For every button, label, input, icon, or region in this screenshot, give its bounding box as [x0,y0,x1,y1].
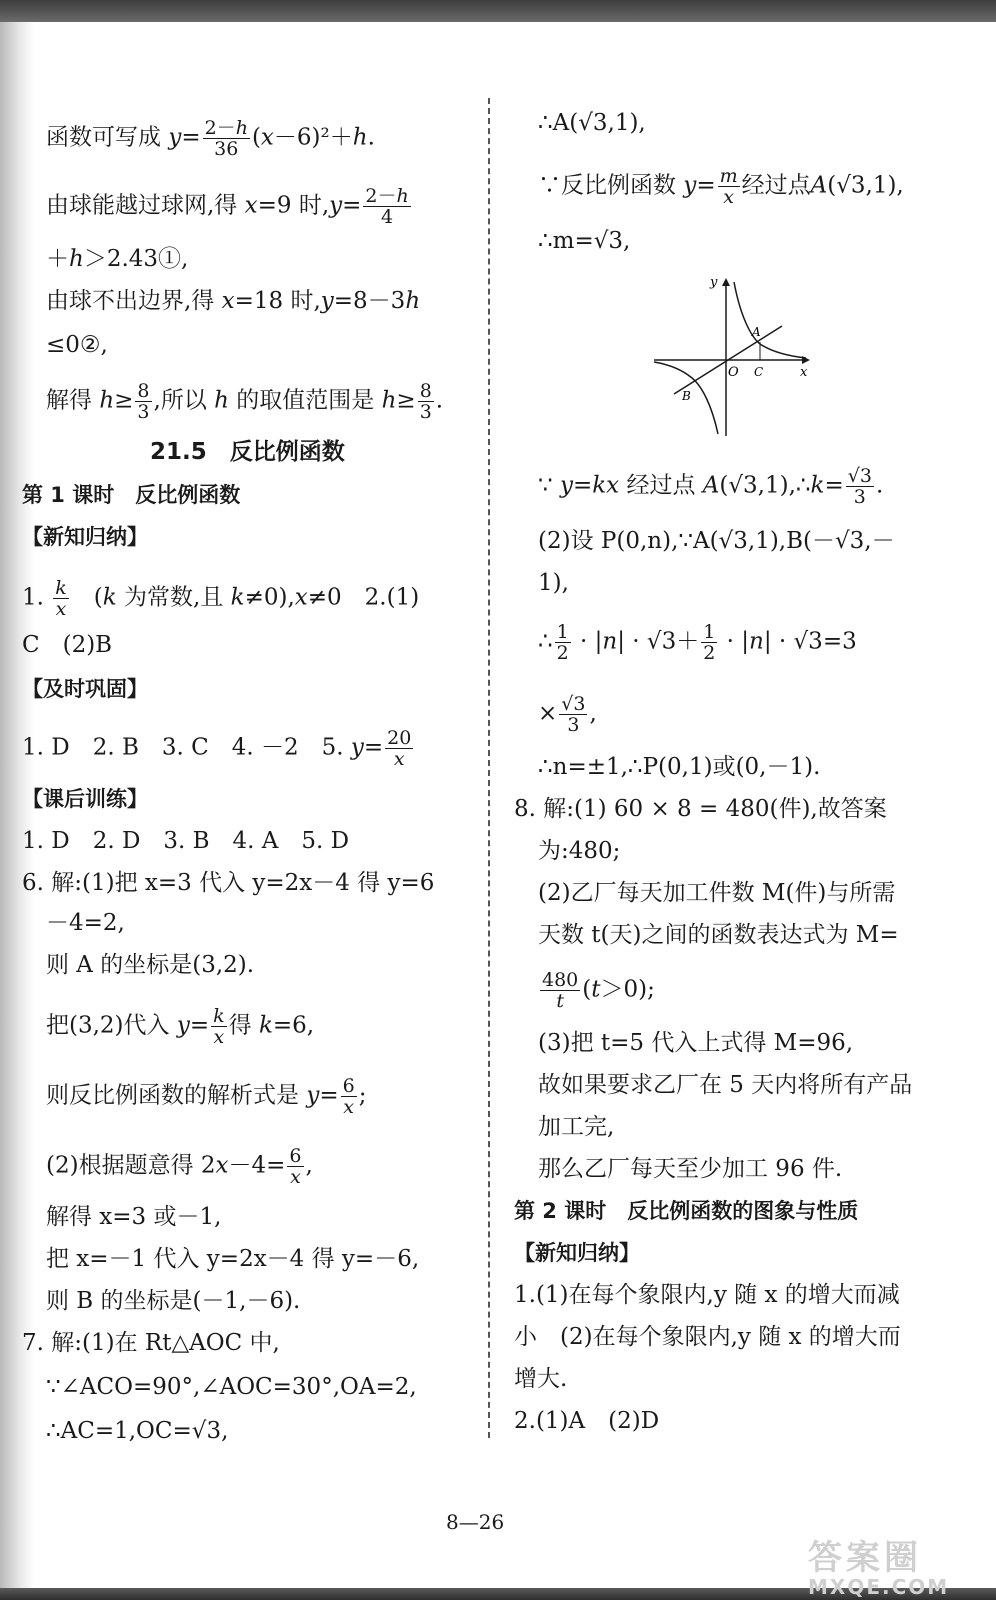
fraction: $\frac{8}{3}$ [419,380,432,423]
fraction: $\frac{20}{x}$ [387,727,412,770]
text-line: ∴n=±1,∴P(0,1)或(0,－1). [538,754,821,780]
text-line: 天数 t(天)之间的函数表达式为 M= [538,922,899,948]
point-c-label: C [754,365,764,379]
text-line: 由球能越过球网,得 x=9 时,y= $\frac{2-h}{4}$ [46,185,409,228]
lesson-title: 第 2 课时 反比例函数的图象与性质 [514,1199,859,1223]
text-line: 1. D 2. D 3. B 4. A 5. D [22,828,350,854]
text-line: 把(3,2)代入 y= $\frac{k}{x}$ 得 k=6, [46,1005,315,1048]
fraction: $\frac{√3}{3}$ [847,465,872,508]
text-line: ∴AC=1,OC=√3, [46,1418,229,1444]
text-line: 故如果要求乙厂在 5 天内将所有产品 [538,1072,913,1098]
text-line: 1.(1)在每个象限内,y 随 x 的增大而减 [514,1282,900,1308]
watermark [808,1530,949,1599]
fraction: $\frac{1}{2}$ [556,621,569,664]
section-title: 21.5 反比例函数 [150,439,345,465]
fraction: $\frac{480}{t}$ [542,969,579,1012]
text-line: ∵∠ACO=90°,∠AOC=30°,OA=2, [46,1374,417,1400]
text-line: 7. 解:(1)在 Rt△AOC 中, [22,1330,280,1356]
text-line: (2)乙厂每天加工件数 M(件)与所需 [538,880,896,906]
fraction: $\frac{1}{2}$ [703,621,716,664]
watermark-url: MXQE.COM [808,1575,950,1599]
text-line: (2)根据题意得 2x－4= $\frac{6}{x}$ , [46,1145,313,1188]
fraction: $\frac{k}{x}$ [55,577,67,620]
subsection-heading: 【课后训练】 [22,787,148,811]
text-line: 由球不出边界,得 x=18 时,y=8－3h [46,288,421,314]
text-line: 则反比例函数的解析式是 y= $\frac{6}{x}$ ; [46,1075,367,1118]
text-line: 加工完, [538,1114,615,1140]
fraction: $\frac{2-h}{4}$ [365,185,409,228]
column-divider [488,98,490,1438]
subsection-heading: 【及时巩固】 [22,677,148,701]
text-line: C (2)B [22,632,113,658]
text-line: 则 A 的坐标是(3,2). [46,952,255,978]
text-line: 8. 解:(1) 60 × 8 = 480(件),故答案 [514,796,887,822]
fraction: $\frac{6}{x}$ [342,1075,355,1118]
watermark-logo-text: 答案圈 [808,1538,922,1578]
origin-label: O [728,365,739,380]
fraction: $\frac{6}{x}$ [289,1145,302,1188]
text-line: 1. D 2. B 3. C 4. －2 5. y= $\frac{20}{x}$ [22,727,412,770]
text-line: 解得 x=3 或－1, [46,1204,222,1230]
text-line: ∴m=√3, [538,228,631,254]
text-line: ∵ y=kx 经过点 A(√3,1),∴k= $\frac{√3}{3}$ . [538,465,884,508]
text-line: 1. $\frac{k}{x}$ (k 为常数,且 k≠0),x≠0 2.(1) [22,577,420,620]
text-line: (2)设 P(0,n),∵A(√3,1),B(－√3,－ [538,528,895,554]
text-line: －4=2, [46,910,125,936]
axis-label-y: y [710,275,718,290]
subsection-heading: 【新知归纳】 [514,1241,640,1265]
text-line: (3)把 t=5 代入上式得 M=96, [538,1030,854,1056]
text-line: 函数可写成 y= $\frac{2-h}{36}$ (x－6)²＋h. [46,117,375,160]
text-line: 解得 h≥ $\frac{8}{3}$ ,所以 h 的取值范围是 h≥ $\frac{8}{3}$ . [46,380,444,423]
page-number: 8—26 [446,1510,505,1534]
fraction: $\frac{m}{x}$ [719,165,738,208]
text-line: 为:480; [538,838,621,864]
text-line: ＋h＞2.43①, [46,246,189,272]
text-line: 把 x=－1 代入 y=2x－4 得 y=－6, [46,1246,420,1272]
text-line: 增大. [514,1366,568,1392]
point-a-label: A [752,325,761,339]
fraction: $\frac{k}{x}$ [213,1005,225,1048]
text-line: ∵反比例函数 y= $\frac{m}{x}$ 经过点A(√3,1), [538,165,904,208]
text-line: 那么乙厂每天至少加工 96 件. [538,1156,843,1182]
fraction: $\frac{8}{3}$ [137,380,150,423]
lesson-title: 第 1 课时 反比例函数 [22,483,241,507]
y-axis-arrow [722,278,730,286]
text-line: 6. 解:(1)把 x=3 代入 y=2x－4 得 y=6 [22,870,435,896]
text-line: ≤0②, [46,332,108,358]
text-line: ∴ $\frac{1}{2}$ · |n| · √3＋ $\frac{1}{2}$ · |n| · √3=3 [538,621,857,664]
fraction: $\frac{√3}{3}$ [561,693,586,736]
text-line: 1), [538,570,569,596]
text-line: $\frac{480}{t}$ (t＞0); [542,969,655,1012]
subsection-heading: 【新知归纳】 [22,525,148,549]
hyperbola-branch-q1 [734,282,806,358]
text-line: 2.(1)A (2)D [514,1408,660,1434]
hyperbola-graph [654,274,814,436]
text-line: 小 (2)在每个象限内,y 随 x 的增大而 [514,1324,901,1350]
point-b-label: B [682,389,691,403]
axis-label-x: x [800,365,808,380]
text-line: 则 B 的坐标是(－1,－6). [46,1288,301,1314]
scan-top-border [0,0,996,22]
fraction: $\frac{2-h}{36}$ [204,117,248,160]
text-line: × $\frac{√3}{3}$ , [538,693,597,736]
text-line: ∴A(√3,1), [538,110,646,136]
